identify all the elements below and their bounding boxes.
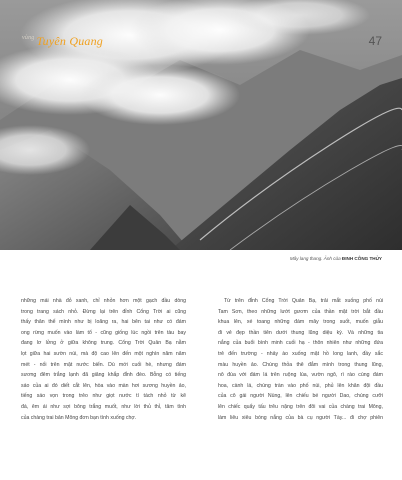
body-line: của cô gái người Nùng, lên chiếu bé người Dao, chúng cưỡi (218, 393, 383, 400)
body-line: màu huyền ảo. Chúng thỏa thê đắm mình trong thung lũng, (218, 361, 383, 368)
body-line: sương đêm trắng lạnh đã giăng khắp đỉnh đèo. Bỗng có tiếng (21, 372, 186, 379)
body-line: đang lơ lửng ở giữa không trung. Cổng Trời Quản Bạ nằm (21, 340, 186, 347)
body-line: trong trang sách nhỏ. Đừng lại trên đỉnh Cổng Trời ai cũng (21, 308, 186, 315)
body-line: hoa, cành lá, chúng tràn vào phố núi, phủ lên khăn đội đầu (218, 382, 383, 389)
body-line: sáo của ai đó diết cắt lên, hòa vào màn hơi sương huyền ảo, (21, 382, 186, 389)
body-line: mét - nối trên mặt nước biển. Dù mới cuối hè, nhưng đám (21, 361, 186, 368)
caption-text: Mây lang thang. Ảnh của (289, 256, 342, 261)
brand-prefix: vùng (22, 35, 35, 41)
body-line: làm liêu xiêu bóng nắng của bà cụ người Tày... đi chợ phiên (218, 414, 383, 421)
body-line: khua lên, xé toang những đám mây trong suốt, muốn giẫu (218, 319, 383, 326)
body-line: của chàng trai bản Mông đơn bạn tình xuống chợ. (21, 414, 137, 421)
body-line: tiếng sáo vọn trong trẻo như giọt nước tí tách nhỏ từ kẽ (21, 393, 186, 400)
body-line: thấy thân thể mình như bị loãng ra, hai bên tai như có đám (21, 319, 186, 326)
body-line: lên chiếc quẩy tấu trêu nặng trên đôi vai của chàng trai Mông, (218, 403, 383, 410)
left-column (21, 296, 186, 423)
right-column (218, 296, 383, 423)
body-line: Từ trên đỉnh Cổng Trời Quản Bạ, trải mắt xuống phố núi (224, 298, 383, 304)
body-line: lọt giữa hai sườn núi, mà độ cao lên đến một nghìn năm năm (21, 350, 186, 357)
page-number: 47 (368, 34, 382, 48)
photo-caption (290, 256, 382, 261)
body-line: trẻ đến trường - nhảy ào xuống mặt hồ long lanh, đầy sắc (218, 350, 383, 357)
body-line: đá, êm ái như sợi bông trắng muốt, như lời thủ thỉ, tâm tình (21, 403, 186, 410)
caption-author: ĐINH CÔNG THỦY (341, 256, 382, 261)
body-line: nô đùa với đám lá trên ruộng lúa, vườn ngô, rì rào cùng đám (218, 372, 383, 379)
body-line: nắng của buổi bình minh cuối hạ - thôn nhiên như những đứa (218, 340, 383, 347)
body-line: những mái nhà đỏ xanh, chỉ nhỏn hơn một gạch đầu dòng (21, 298, 186, 304)
body-line: ong rừng muốn vào làm tổ - cũng giống lúc ngồi trên tàu bay (21, 329, 186, 336)
body-line: Tam Sơn, theo những lướt gươm của thần mặt trời bắt đầu (218, 308, 383, 315)
magazine-header (22, 34, 103, 49)
body-line: đi vẻ đẹp thần tiên dưới thung lũng diệu kỳ. Và những tia (218, 329, 383, 336)
brand-name: Tuyên Quang (36, 34, 103, 48)
